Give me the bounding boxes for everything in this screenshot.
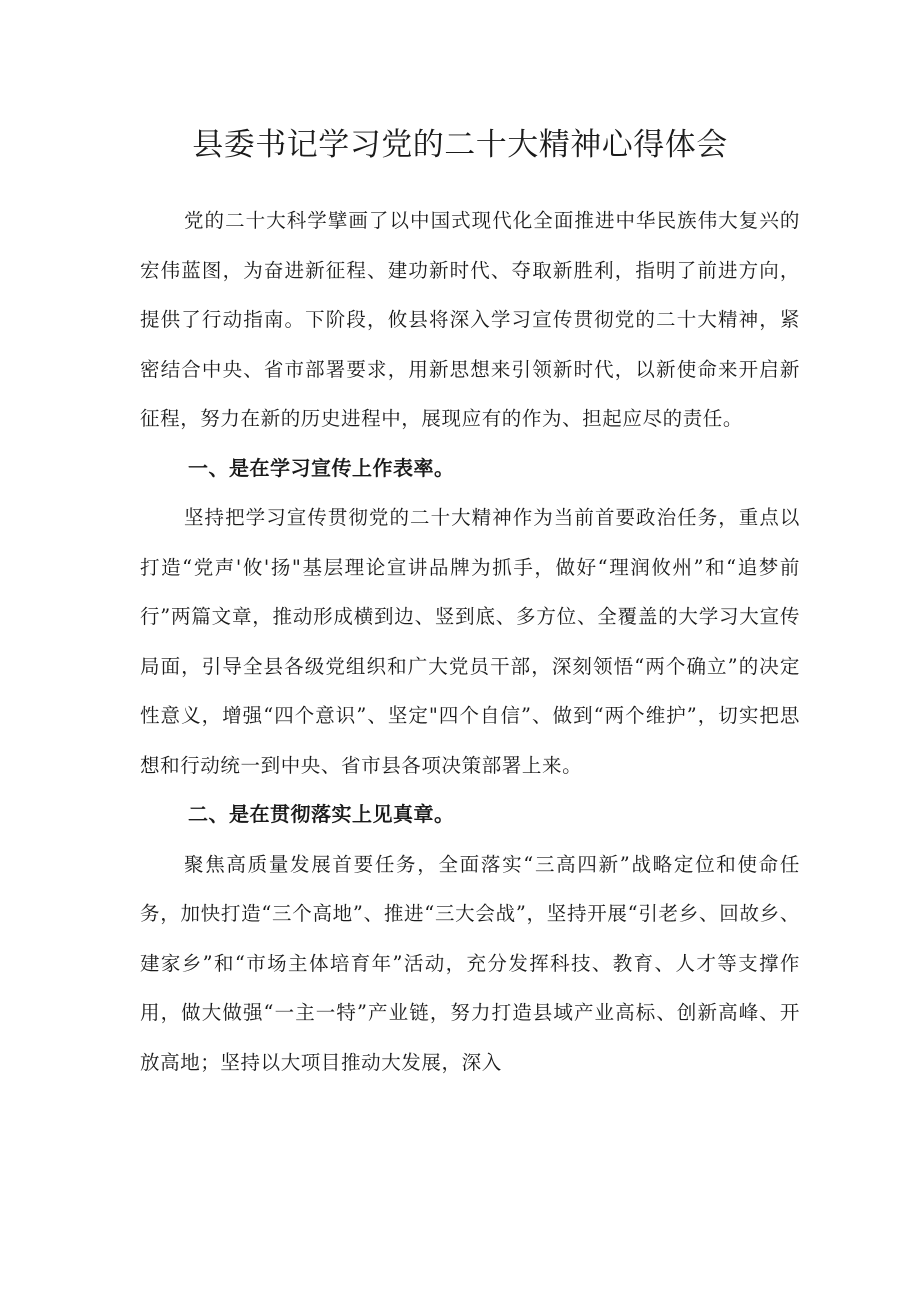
section-1-heading: 一、是在学习宣传上作表率。 <box>188 455 455 480</box>
section-1-paragraph: 坚持把学习宣传贯彻党的二十大精神作为当前首要政治任务，重点以打造“党声'攸'扬"基层理论宣讲品牌为抓手，做好“理润攸州”和“追梦前行”两篇文章，推动形成横到边、竖到底、多方位、全覆盖的大学习大宣传局面，引导全县各级党组织和广大党员干部，深刻领悟“两个确立”的决定性意义，增强“四个意识”、坚定"四个自信”、做到“两个维护”，切实把思想和行动统一到中央、省市县各项决策部署上来。 <box>140 506 800 777</box>
intro-paragraph: 党的二十大科学擘画了以中国式现代化全面推进中华民族伟大复兴的宏伟蓝图，为奋进新征程、建功新时代、夺取新胜利，指明了前进方向，提供了行动指南。下阶段，攸县将深入学习宣传贯彻党的二十大精神，紧密结合中央、省市部署要求，用新思想来引领新时代，以新使命来开启新征程，努力在新的历史进程中，展现应有的作为、担起应尽的责任。 <box>140 209 800 430</box>
page-title: 县委书记学习党的二十大精神心得体会 <box>192 127 728 163</box>
document-body <box>140 196 800 1087</box>
section-2-heading: 二、是在贯彻落实上见真章。 <box>188 802 455 826</box>
section-2-paragraph: 聚焦高质量发展首要任务，全面落实“三高四新”战略定位和使命任务，加快打造“三个高地”、推进“三大会战”，坚持开展“引老乡、回故乡、建家乡”和“市场主体培育年”活动，充分发挥科技、教育、人才等支撑作用，做大做强“一主一特”产业链，努力打造县域产业高标、创新高峰、开放高地；坚持以大项目推动大发展，深入 <box>140 852 800 1074</box>
